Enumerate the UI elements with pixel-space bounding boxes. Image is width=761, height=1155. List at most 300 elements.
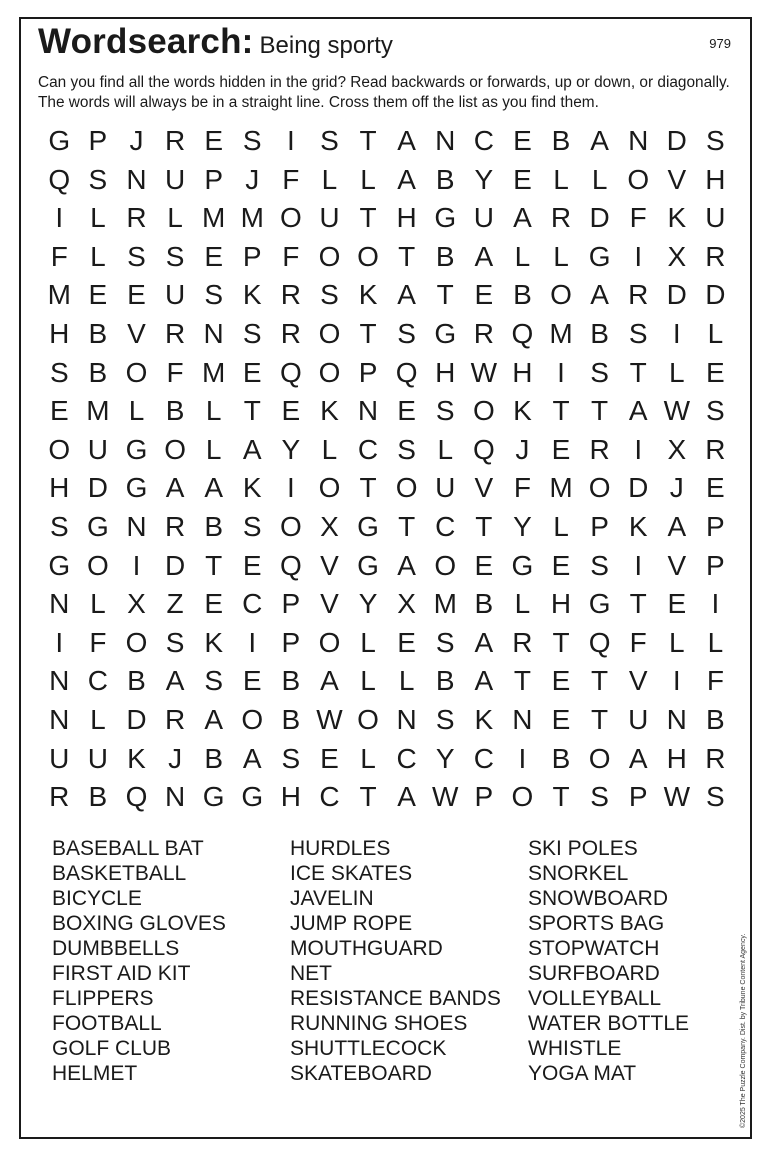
- grid-cell[interactable]: E: [204, 240, 224, 272]
- grid-cell[interactable]: T: [436, 279, 454, 311]
- grid-cell[interactable]: P: [204, 163, 224, 195]
- grid-cell[interactable]: L: [514, 240, 531, 272]
- grid-cell[interactable]: J: [515, 433, 530, 465]
- grid-cell[interactable]: I: [132, 549, 141, 581]
- grid-cell[interactable]: B: [513, 279, 532, 311]
- grid-cell[interactable]: O: [164, 433, 186, 465]
- grid-cell[interactable]: X: [320, 510, 339, 542]
- grid-cell[interactable]: W: [316, 703, 343, 735]
- grid-cell[interactable]: L: [128, 395, 145, 427]
- grid-cell[interactable]: R: [164, 125, 186, 156]
- grid-cell[interactable]: E: [551, 703, 571, 735]
- grid-cell[interactable]: A: [474, 626, 494, 658]
- grid-cell[interactable]: I: [248, 626, 257, 658]
- grid-cell[interactable]: O: [472, 395, 495, 427]
- grid-cell[interactable]: G: [202, 781, 225, 813]
- grid-cell[interactable]: T: [205, 549, 223, 581]
- grid-cell[interactable]: A: [397, 125, 416, 156]
- grid-cell[interactable]: O: [318, 317, 341, 349]
- grid-cell[interactable]: Y: [474, 163, 494, 195]
- grid-cell[interactable]: B: [281, 665, 301, 697]
- grid-cell[interactable]: O: [125, 356, 148, 388]
- grid-cell[interactable]: Q: [588, 626, 611, 658]
- grid-cell[interactable]: L: [360, 665, 376, 697]
- grid-cell[interactable]: L: [321, 163, 338, 195]
- grid-cell[interactable]: R: [280, 317, 301, 349]
- grid-cell[interactable]: G: [357, 510, 379, 542]
- grid-cell[interactable]: U: [473, 202, 494, 234]
- grid-cell[interactable]: K: [667, 202, 687, 234]
- grid-cell[interactable]: H: [396, 202, 417, 234]
- grid-cell[interactable]: T: [591, 703, 609, 735]
- grid-cell[interactable]: F: [706, 665, 724, 697]
- grid-cell[interactable]: U: [628, 703, 649, 735]
- grid-cell[interactable]: C: [473, 125, 494, 156]
- grid-cell[interactable]: I: [634, 549, 643, 581]
- grid-cell[interactable]: N: [49, 588, 70, 620]
- grid-cell[interactable]: B: [281, 703, 301, 735]
- grid-cell[interactable]: F: [166, 356, 184, 388]
- grid-cell[interactable]: A: [590, 279, 609, 311]
- grid-cell[interactable]: L: [707, 626, 724, 658]
- grid-cell[interactable]: E: [706, 472, 725, 504]
- grid-cell[interactable]: L: [90, 202, 106, 234]
- grid-cell[interactable]: E: [667, 588, 687, 620]
- grid-cell[interactable]: L: [90, 240, 106, 272]
- grid-cell[interactable]: I: [55, 202, 64, 234]
- grid-cell[interactable]: A: [242, 433, 262, 465]
- grid-cell[interactable]: T: [359, 317, 377, 349]
- grid-cell[interactable]: L: [437, 433, 454, 465]
- grid-cell[interactable]: E: [49, 395, 69, 427]
- grid-cell[interactable]: E: [281, 395, 301, 427]
- grid-cell[interactable]: S: [706, 395, 725, 427]
- grid-cell[interactable]: G: [588, 240, 611, 272]
- grid-cell[interactable]: G: [434, 202, 457, 234]
- grid-cell[interactable]: M: [433, 588, 457, 620]
- grid-cell[interactable]: O: [588, 742, 611, 774]
- grid-cell[interactable]: P: [281, 626, 301, 658]
- grid-cell[interactable]: B: [435, 665, 455, 697]
- grid-cell[interactable]: K: [358, 279, 378, 311]
- grid-cell[interactable]: A: [474, 665, 494, 697]
- grid-cell[interactable]: V: [628, 665, 648, 697]
- grid-cell[interactable]: O: [357, 703, 379, 735]
- grid-cell[interactable]: S: [127, 240, 146, 272]
- grid-cell[interactable]: E: [204, 125, 224, 156]
- grid-cell[interactable]: L: [398, 665, 415, 697]
- grid-cell[interactable]: R: [473, 317, 494, 349]
- grid-cell[interactable]: O: [627, 163, 650, 195]
- grid-cell[interactable]: C: [396, 742, 417, 774]
- grid-cell[interactable]: G: [434, 317, 457, 349]
- grid-cell[interactable]: G: [48, 549, 71, 581]
- grid-cell[interactable]: J: [129, 125, 144, 156]
- grid-cell[interactable]: I: [518, 742, 527, 774]
- grid-cell[interactable]: T: [359, 472, 377, 504]
- grid-cell[interactable]: J: [245, 163, 260, 195]
- grid-cell[interactable]: L: [205, 433, 222, 465]
- grid-cell[interactable]: R: [280, 279, 301, 311]
- grid-cell[interactable]: P: [706, 549, 725, 581]
- grid-cell[interactable]: L: [591, 163, 608, 195]
- grid-cell[interactable]: I: [286, 125, 295, 156]
- grid-cell[interactable]: Q: [48, 163, 71, 195]
- grid-cell[interactable]: A: [397, 549, 416, 581]
- grid-cell[interactable]: B: [88, 356, 108, 388]
- grid-cell[interactable]: Q: [511, 317, 534, 349]
- grid-cell[interactable]: N: [126, 163, 147, 195]
- grid-cell[interactable]: A: [204, 703, 224, 735]
- grid-cell[interactable]: S: [281, 742, 301, 774]
- grid-cell[interactable]: B: [204, 742, 224, 774]
- grid-cell[interactable]: M: [240, 202, 264, 234]
- grid-cell[interactable]: I: [634, 433, 643, 465]
- grid-cell[interactable]: L: [669, 356, 685, 388]
- grid-cell[interactable]: Y: [435, 742, 455, 774]
- grid-cell[interactable]: A: [204, 472, 224, 504]
- grid-cell[interactable]: N: [49, 703, 70, 735]
- grid-cell[interactable]: I: [557, 356, 565, 388]
- grid-cell[interactable]: M: [549, 472, 573, 504]
- grid-cell[interactable]: O: [588, 472, 611, 504]
- grid-cell[interactable]: D: [87, 472, 108, 504]
- grid-cell[interactable]: B: [435, 240, 455, 272]
- grid-cell[interactable]: P: [358, 356, 378, 388]
- grid-cell[interactable]: I: [672, 317, 681, 349]
- grid-cell[interactable]: N: [435, 125, 456, 156]
- grid-cell[interactable]: R: [550, 202, 572, 234]
- grid-cell[interactable]: W: [470, 356, 498, 388]
- grid-cell[interactable]: S: [590, 549, 609, 581]
- grid-cell[interactable]: S: [397, 317, 416, 349]
- grid-cell[interactable]: L: [669, 626, 685, 658]
- grid-cell[interactable]: D: [164, 549, 186, 581]
- grid-cell[interactable]: L: [205, 395, 222, 427]
- grid-cell[interactable]: O: [357, 240, 379, 272]
- grid-cell[interactable]: H: [280, 781, 301, 813]
- grid-cell[interactable]: A: [667, 510, 687, 542]
- grid-cell[interactable]: R: [512, 626, 533, 658]
- grid-cell[interactable]: V: [667, 549, 687, 581]
- grid-cell[interactable]: G: [588, 588, 611, 620]
- grid-cell[interactable]: L: [167, 202, 183, 234]
- grid-cell[interactable]: D: [666, 125, 687, 156]
- grid-cell[interactable]: H: [666, 742, 687, 774]
- grid-cell[interactable]: N: [357, 395, 379, 427]
- grid-cell[interactable]: O: [318, 626, 341, 658]
- grid-cell[interactable]: G: [125, 433, 148, 465]
- grid-cell[interactable]: O: [87, 549, 109, 581]
- grid-cell[interactable]: K: [320, 395, 339, 427]
- grid-cell[interactable]: E: [242, 356, 262, 388]
- grid-cell[interactable]: B: [435, 163, 455, 195]
- grid-cell[interactable]: O: [550, 279, 572, 311]
- grid-cell[interactable]: U: [49, 742, 70, 774]
- grid-cell[interactable]: Q: [472, 433, 495, 465]
- grid-cell[interactable]: G: [87, 510, 109, 542]
- grid-cell[interactable]: B: [551, 742, 571, 774]
- grid-cell[interactable]: N: [396, 703, 417, 735]
- grid-cell[interactable]: S: [435, 395, 455, 427]
- grid-cell[interactable]: C: [242, 588, 263, 620]
- grid-cell[interactable]: K: [474, 703, 494, 735]
- grid-cell[interactable]: R: [49, 781, 70, 813]
- grid-cell[interactable]: S: [88, 163, 108, 195]
- grid-cell[interactable]: T: [552, 395, 570, 427]
- grid-cell[interactable]: E: [204, 588, 224, 620]
- grid-cell[interactable]: O: [318, 472, 341, 504]
- grid-cell[interactable]: G: [48, 125, 71, 156]
- grid-cell[interactable]: S: [706, 781, 725, 813]
- grid-cell[interactable]: D: [666, 279, 687, 311]
- grid-cell[interactable]: P: [590, 510, 609, 542]
- grid-cell[interactable]: U: [87, 433, 108, 465]
- grid-cell[interactable]: S: [165, 240, 185, 272]
- grid-cell[interactable]: S: [242, 317, 262, 349]
- grid-cell[interactable]: S: [590, 356, 609, 388]
- grid-cell[interactable]: E: [88, 279, 108, 311]
- grid-cell[interactable]: Z: [166, 588, 184, 620]
- grid-cell[interactable]: S: [628, 317, 648, 349]
- grid-cell[interactable]: N: [49, 665, 70, 697]
- grid-cell[interactable]: K: [127, 742, 146, 774]
- grid-cell[interactable]: T: [629, 356, 647, 388]
- grid-cell[interactable]: L: [514, 588, 531, 620]
- grid-cell[interactable]: U: [164, 163, 186, 195]
- grid-cell[interactable]: S: [590, 781, 609, 813]
- grid-cell[interactable]: O: [511, 781, 534, 813]
- grid-cell[interactable]: P: [474, 781, 494, 813]
- grid-cell[interactable]: C: [435, 510, 456, 542]
- grid-cell[interactable]: D: [628, 472, 649, 504]
- grid-cell[interactable]: B: [551, 125, 571, 156]
- grid-cell[interactable]: T: [243, 395, 261, 427]
- grid-cell[interactable]: E: [551, 433, 571, 465]
- grid-cell[interactable]: E: [551, 549, 571, 581]
- grid-cell[interactable]: B: [706, 703, 725, 735]
- grid-cell[interactable]: A: [320, 665, 339, 697]
- grid-cell[interactable]: M: [202, 356, 226, 388]
- grid-cell[interactable]: O: [434, 549, 457, 581]
- grid-cell[interactable]: T: [552, 626, 570, 658]
- grid-cell[interactable]: T: [359, 125, 377, 156]
- grid-cell[interactable]: I: [634, 240, 643, 272]
- grid-cell[interactable]: A: [397, 279, 416, 311]
- grid-cell[interactable]: L: [360, 163, 376, 195]
- grid-cell[interactable]: T: [591, 395, 609, 427]
- grid-cell[interactable]: U: [705, 202, 726, 234]
- grid-cell[interactable]: U: [319, 202, 340, 234]
- grid-cell[interactable]: I: [286, 472, 295, 504]
- grid-cell[interactable]: E: [397, 626, 416, 658]
- grid-cell[interactable]: R: [628, 279, 649, 311]
- grid-cell[interactable]: D: [705, 279, 726, 311]
- grid-cell[interactable]: F: [513, 472, 531, 504]
- grid-cell[interactable]: S: [706, 125, 725, 156]
- grid-cell[interactable]: L: [90, 588, 106, 620]
- grid-cell[interactable]: T: [591, 665, 609, 697]
- grid-cell[interactable]: X: [397, 588, 416, 620]
- grid-cell[interactable]: K: [242, 279, 262, 311]
- grid-cell[interactable]: E: [242, 665, 262, 697]
- grid-cell[interactable]: E: [397, 395, 416, 427]
- grid-cell[interactable]: A: [397, 163, 416, 195]
- grid-cell[interactable]: M: [86, 395, 110, 427]
- grid-cell[interactable]: F: [282, 163, 300, 195]
- grid-cell[interactable]: L: [360, 742, 376, 774]
- grid-cell[interactable]: U: [164, 279, 186, 311]
- grid-cell[interactable]: E: [242, 549, 262, 581]
- grid-cell[interactable]: A: [397, 781, 416, 813]
- grid-cell[interactable]: H: [512, 356, 533, 388]
- grid-cell[interactable]: V: [474, 472, 494, 504]
- grid-cell[interactable]: R: [164, 317, 186, 349]
- grid-cell[interactable]: W: [432, 781, 459, 813]
- grid-cell[interactable]: T: [629, 588, 647, 620]
- grid-cell[interactable]: J: [168, 742, 183, 774]
- grid-cell[interactable]: I: [711, 588, 720, 620]
- grid-cell[interactable]: M: [47, 279, 71, 311]
- grid-cell[interactable]: T: [475, 510, 493, 542]
- grid-cell[interactable]: N: [628, 125, 649, 156]
- grid-cell[interactable]: T: [513, 665, 531, 697]
- grid-cell[interactable]: R: [705, 433, 726, 465]
- grid-cell[interactable]: A: [242, 742, 262, 774]
- grid-cell[interactable]: S: [49, 510, 69, 542]
- grid-cell[interactable]: L: [553, 163, 569, 195]
- grid-cell[interactable]: P: [242, 240, 262, 272]
- grid-cell[interactable]: D: [126, 703, 147, 735]
- grid-cell[interactable]: P: [628, 781, 648, 813]
- grid-cell[interactable]: E: [513, 163, 532, 195]
- grid-cell[interactable]: S: [204, 279, 224, 311]
- grid-cell[interactable]: R: [164, 703, 186, 735]
- grid-cell[interactable]: A: [590, 125, 609, 156]
- grid-cell[interactable]: A: [165, 665, 185, 697]
- grid-cell[interactable]: T: [398, 510, 416, 542]
- grid-cell[interactable]: E: [551, 665, 571, 697]
- grid-cell[interactable]: H: [49, 317, 70, 349]
- grid-cell[interactable]: F: [629, 202, 647, 234]
- grid-cell[interactable]: R: [705, 742, 726, 774]
- grid-cell[interactable]: K: [513, 395, 532, 427]
- grid-cell[interactable]: L: [360, 626, 376, 658]
- grid-cell[interactable]: O: [279, 202, 302, 234]
- grid-cell[interactable]: X: [667, 240, 687, 272]
- grid-cell[interactable]: W: [663, 395, 691, 427]
- grid-cell[interactable]: E: [474, 549, 494, 581]
- grid-cell[interactable]: P: [706, 510, 725, 542]
- grid-cell[interactable]: A: [165, 472, 185, 504]
- grid-cell[interactable]: X: [667, 433, 687, 465]
- grid-cell[interactable]: M: [549, 317, 573, 349]
- grid-cell[interactable]: B: [127, 665, 146, 697]
- grid-cell[interactable]: M: [202, 202, 226, 234]
- grid-cell[interactable]: O: [125, 626, 148, 658]
- grid-cell[interactable]: P: [281, 588, 301, 620]
- grid-cell[interactable]: N: [512, 703, 533, 735]
- grid-cell[interactable]: X: [127, 588, 146, 620]
- grid-cell[interactable]: S: [204, 665, 224, 697]
- grid-cell[interactable]: N: [666, 703, 687, 735]
- grid-cell[interactable]: E: [127, 279, 146, 311]
- grid-cell[interactable]: R: [126, 202, 147, 234]
- grid-cell[interactable]: U: [435, 472, 456, 504]
- grid-cell[interactable]: O: [318, 240, 341, 272]
- grid-cell[interactable]: C: [473, 742, 494, 774]
- grid-cell[interactable]: L: [553, 510, 569, 542]
- grid-cell[interactable]: I: [672, 665, 681, 697]
- grid-cell[interactable]: F: [282, 240, 300, 272]
- grid-cell[interactable]: O: [279, 510, 302, 542]
- grid-cell[interactable]: L: [553, 240, 569, 272]
- grid-cell[interactable]: K: [204, 626, 224, 658]
- grid-cell[interactable]: E: [513, 125, 532, 156]
- grid-cell[interactable]: C: [87, 665, 108, 697]
- grid-cell[interactable]: N: [126, 510, 147, 542]
- grid-cell[interactable]: T: [398, 240, 416, 272]
- grid-cell[interactable]: T: [359, 202, 377, 234]
- grid-cell[interactable]: K: [628, 510, 648, 542]
- grid-cell[interactable]: A: [628, 742, 648, 774]
- grid-cell[interactable]: S: [435, 626, 455, 658]
- grid-cell[interactable]: A: [513, 202, 532, 234]
- grid-cell[interactable]: L: [90, 703, 106, 735]
- grid-cell[interactable]: V: [127, 317, 146, 349]
- grid-cell[interactable]: B: [88, 317, 108, 349]
- grid-cell[interactable]: I: [55, 626, 64, 658]
- grid-cell[interactable]: B: [590, 317, 609, 349]
- grid-cell[interactable]: Y: [358, 588, 378, 620]
- grid-cell[interactable]: E: [474, 279, 494, 311]
- grid-cell[interactable]: R: [589, 433, 610, 465]
- grid-cell[interactable]: G: [241, 781, 264, 813]
- grid-cell[interactable]: H: [49, 472, 70, 504]
- grid-cell[interactable]: F: [50, 240, 68, 272]
- grid-cell[interactable]: S: [242, 125, 262, 156]
- grid-cell[interactable]: Y: [281, 433, 301, 465]
- grid-cell[interactable]: O: [318, 356, 341, 388]
- grid-cell[interactable]: Y: [513, 510, 532, 542]
- grid-cell[interactable]: V: [667, 163, 687, 195]
- grid-cell[interactable]: V: [320, 588, 339, 620]
- grid-cell[interactable]: T: [359, 781, 377, 813]
- grid-cell[interactable]: Q: [279, 356, 302, 388]
- grid-cell[interactable]: V: [320, 549, 339, 581]
- grid-cell[interactable]: S: [242, 510, 262, 542]
- grid-cell[interactable]: B: [88, 781, 108, 813]
- grid-cell[interactable]: S: [165, 626, 185, 658]
- grid-cell[interactable]: N: [203, 317, 224, 349]
- grid-cell[interactable]: Q: [125, 781, 148, 813]
- grid-cell[interactable]: S: [320, 125, 339, 156]
- grid-cell[interactable]: O: [241, 703, 264, 735]
- grid-cell[interactable]: C: [357, 433, 379, 465]
- grid-cell[interactable]: H: [435, 356, 456, 388]
- grid-cell[interactable]: W: [663, 781, 691, 813]
- grid-cell[interactable]: S: [49, 356, 69, 388]
- grid-cell[interactable]: E: [320, 742, 339, 774]
- grid-cell[interactable]: G: [357, 549, 379, 581]
- grid-cell[interactable]: R: [705, 240, 726, 272]
- grid-cell[interactable]: E: [706, 356, 725, 388]
- grid-cell[interactable]: S: [397, 433, 416, 465]
- grid-cell[interactable]: G: [511, 549, 534, 581]
- grid-cell[interactable]: S: [435, 703, 455, 735]
- grid-cell[interactable]: F: [89, 626, 107, 658]
- grid-cell[interactable]: Q: [395, 356, 418, 388]
